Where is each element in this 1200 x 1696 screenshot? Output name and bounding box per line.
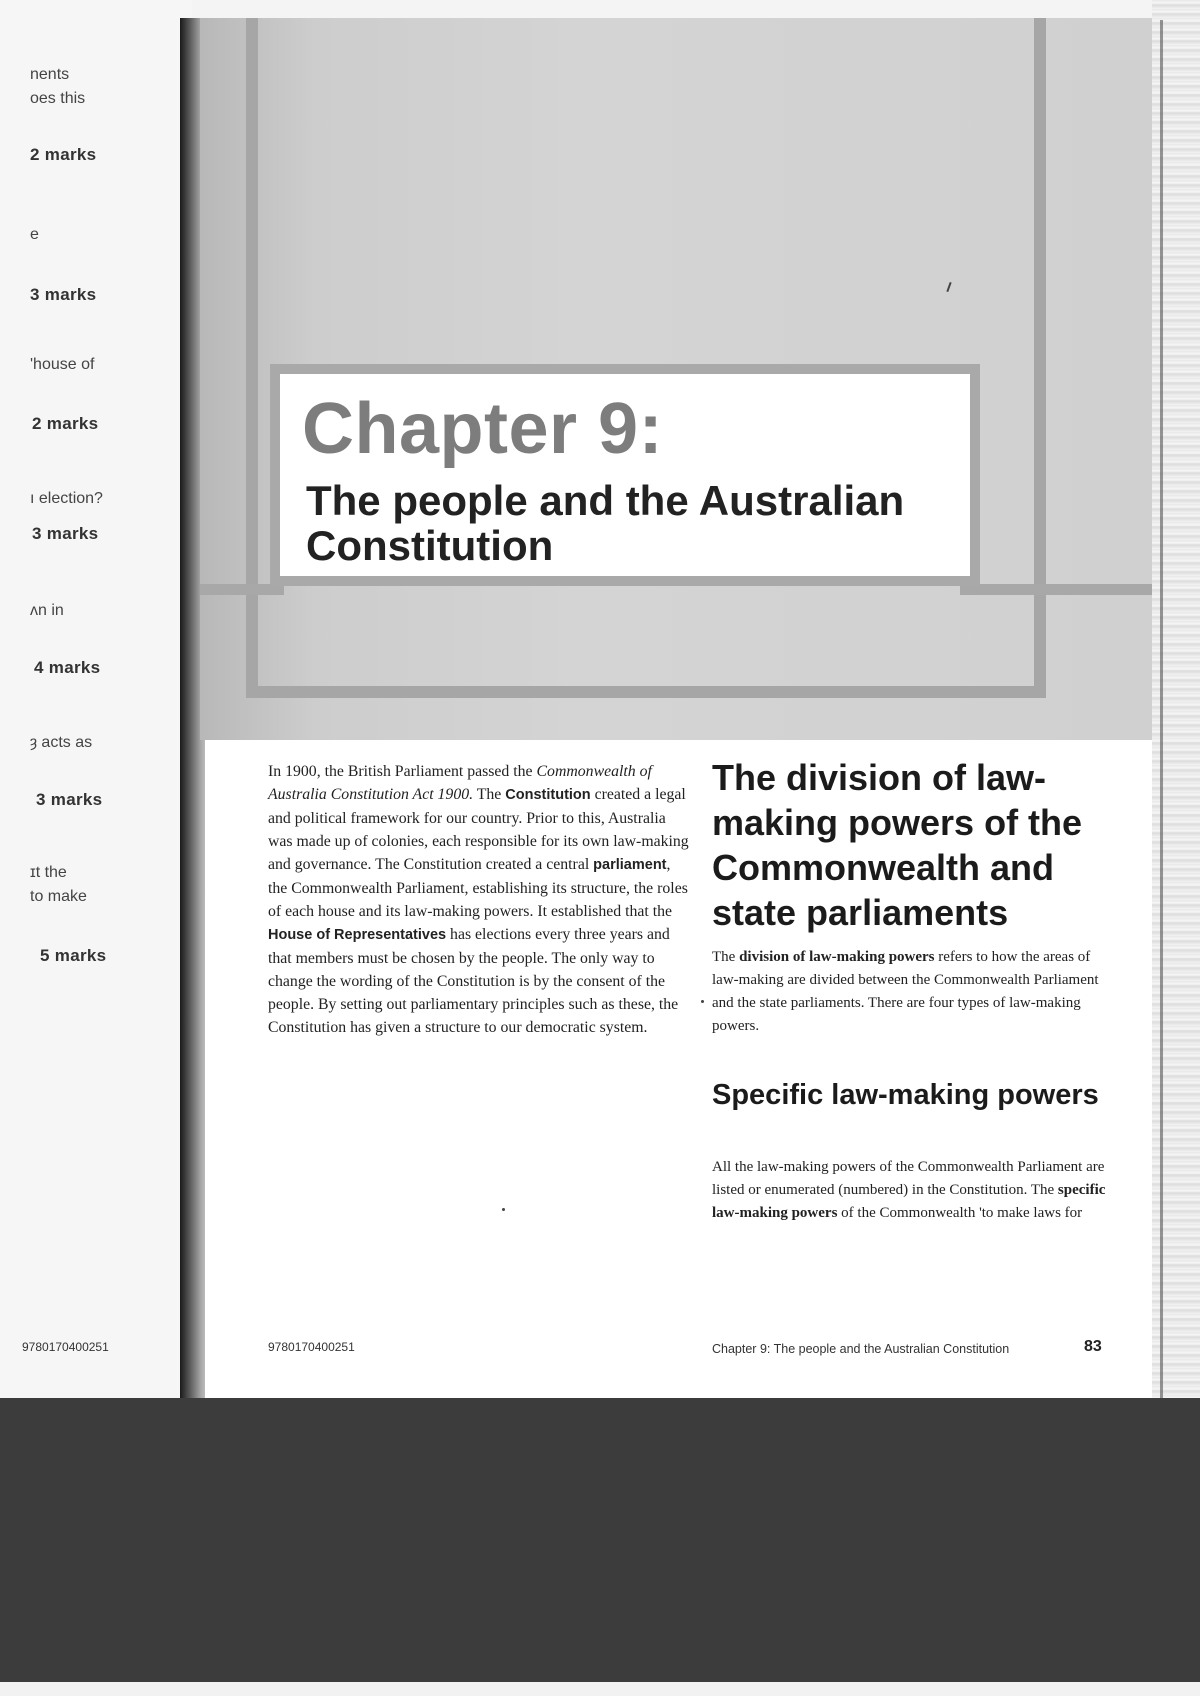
key-term-parliament: parliament	[593, 857, 667, 873]
subsection-heading: Specific law-making powers	[712, 1079, 1099, 1111]
marks-label: 5 marks	[40, 946, 107, 965]
decorative-rule	[960, 584, 1156, 595]
section-heading: The division of law-making powers of the Commonwealth and state parliaments	[712, 757, 1083, 933]
previous-page-fragment: oes this	[30, 90, 86, 107]
previous-page-fragment: e	[30, 226, 39, 243]
intro-paragraph: In 1900, the British Parliament passed the Commonwealth of Australia Constitution Act 1900. The Constitution created a legal and political framework for our country. Prior to this, Australia was made up of colonies, each responsible for its own law-making and governance. The Constitution created a central parliament, the Commonwealth Parliament, establishing its structure, the roles of each house and its law-making powers. It established that the House of Representatives has elections every three years and that members must be chosen by the people. The only way to change the wording of the Constitution is by the consent of the people. By setting out parliamentary principles such as these, the Constitution has given a structure to our democratic system.	[268, 763, 689, 1036]
key-term-constitution: Constitution	[505, 787, 591, 803]
previous-page-fragment: ı election?	[30, 490, 103, 507]
scanner-bed	[0, 1398, 1200, 1682]
footer-isbn: 9780170400251	[268, 1340, 355, 1354]
marks-label: 4 marks	[34, 658, 101, 677]
key-term-house-of-representatives: House of Representatives	[268, 927, 447, 943]
previous-page-isbn: 9780170400251	[22, 1340, 109, 1354]
division-paragraph: The division of law-making powers refers to how the areas of law-making are divided between the Commonwealth Parliament and the state parliaments. There are four types of law-making powers.	[712, 949, 1099, 1034]
previous-page-fragment: to make	[30, 888, 87, 905]
scanner-margin	[0, 1682, 1200, 1696]
previous-page-fragment: nents	[30, 66, 70, 83]
marks-label: 3 marks	[30, 285, 97, 304]
scan-speck	[701, 1000, 704, 1003]
page-number: 83	[1084, 1338, 1102, 1355]
marks-label: 2 marks	[30, 145, 97, 164]
marks-label: 3 marks	[36, 790, 103, 809]
previous-page-edge	[0, 0, 192, 1400]
previous-page-fragment: ȝ acts as	[30, 734, 93, 751]
specific-powers-paragraph: All the law-making powers of the Commonwealth Parliament are listed or enumerated (numbered) in the Constitution. The specific law-making powers of the Commonwealth 'to make laws for	[712, 1159, 1106, 1221]
decorative-frame	[246, 18, 1046, 698]
chapter-number: Chapter 9:	[302, 389, 664, 469]
key-term-division-of-law-making-powers: division of law-making powers	[739, 949, 935, 965]
scan-speck	[502, 1208, 505, 1211]
footer-running-head: Chapter 9: The people and the Australian Constitution	[712, 1342, 1010, 1356]
act-title: Commonwealth of Australia Constitution Act 1900.	[268, 763, 652, 803]
chapter-title-box	[270, 364, 980, 586]
key-term-specific-law-making-powers: specific law-making powers	[712, 1182, 1106, 1221]
previous-page-fragment: ʌn in	[30, 602, 64, 619]
previous-page-fragment: ɪt the	[30, 864, 67, 881]
marks-label: 3 marks	[32, 524, 99, 543]
marks-label: 2 marks	[32, 414, 99, 433]
page-edge-line	[1160, 20, 1163, 1400]
chapter-title: The people and the Australian Constitution	[306, 477, 905, 569]
previous-page-fragment: 'house of	[30, 356, 95, 373]
